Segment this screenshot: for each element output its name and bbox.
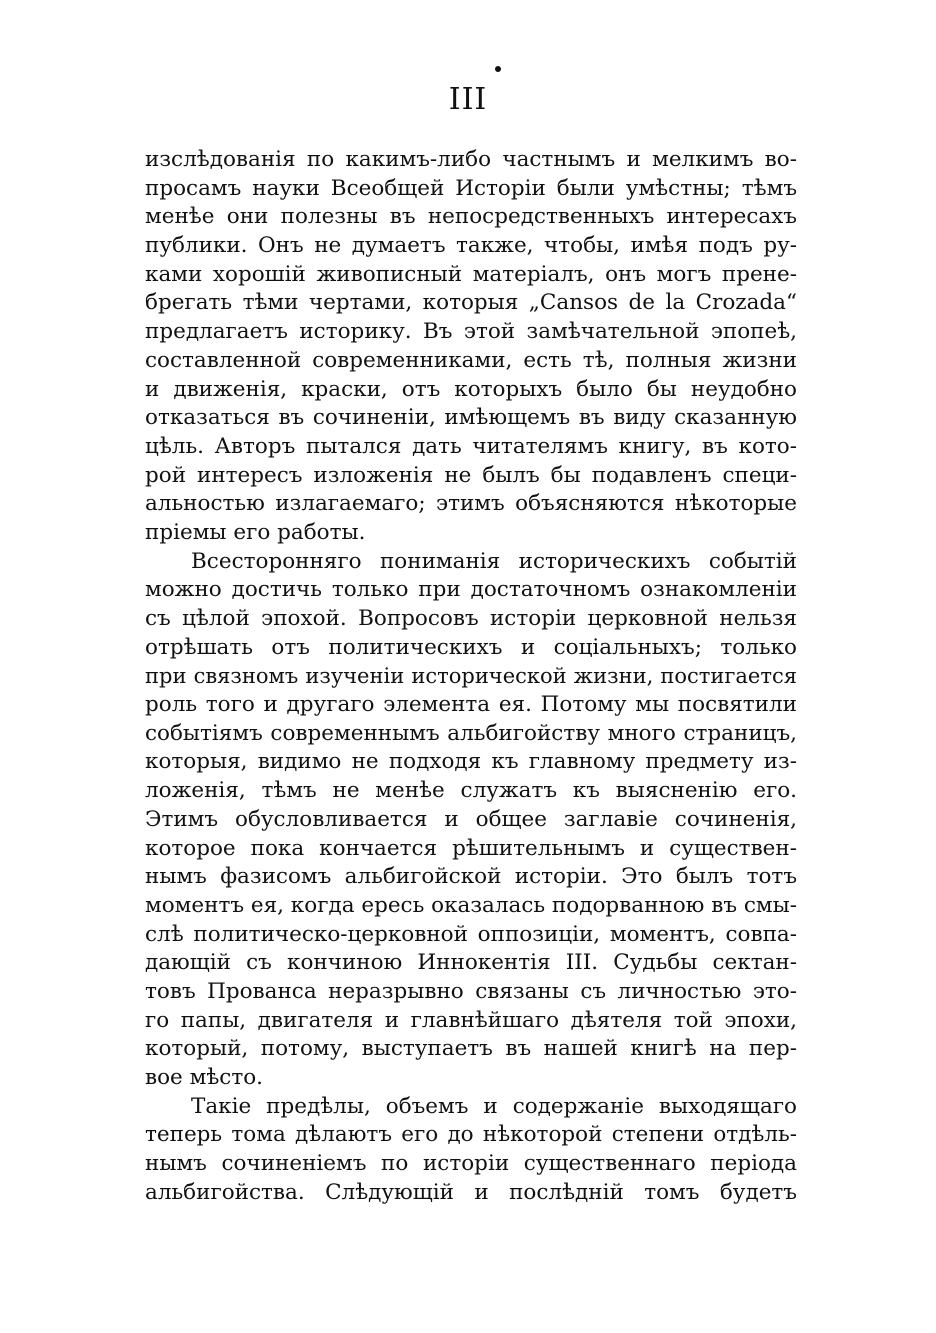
text-line: которыя, видимо не подходя къ главному предмету из- [145, 749, 797, 775]
text-line: товъ Прованса неразрывно связаны съ личностью это- [145, 978, 797, 1004]
text-line: изслѣдованія по какимъ-либо частнымъ и мелкимъ во- [145, 147, 797, 172]
text-line: Такіе предѣлы, объемъ и содержаніе выходящаго [191, 1093, 797, 1119]
text-line: и движенія, краски, отъ которыхъ было бы неудобно [145, 376, 797, 402]
page-number: III [448, 82, 488, 117]
text-line: Этимъ обусловливается и общее заглавіе сочиненія, [145, 806, 797, 832]
paragraph-1 [145, 146, 797, 548]
text-line: альбигойства. Слѣдующій и послѣдній томъ будетъ [145, 1179, 797, 1205]
text-line: вое мѣсто. [145, 1065, 264, 1090]
text-line: моментъ ея, когда ересь оказалась подорванною въ смы- [145, 892, 797, 918]
text-line: го папы, двигателя и главнѣйшаго дѣятеля той эпохи, [145, 1007, 797, 1033]
text-line: слѣ политическо-церковной оппозиціи, моментъ, совпа- [145, 921, 797, 947]
body-text [145, 146, 797, 1207]
text-line: менѣе они полезны въ непосредственныхъ интересахъ [145, 204, 797, 230]
text-line: рой интересъ изложенія не былъ бы подавленъ специ- [145, 462, 797, 488]
text-line: нымъ фазисомъ альбигойской исторіи. Это былъ тотъ [145, 864, 797, 890]
paragraph-2 [145, 548, 797, 1093]
text-line: публики. Онъ не думаетъ также, чтобы, имѣя подъ ру- [145, 233, 797, 259]
ink-speck [495, 66, 501, 72]
text-line: теперь тома дѣлаютъ его до нѣкоторой степени отдѣль- [145, 1122, 797, 1148]
text-line: нымъ сочиненіемъ по исторіи существеннаго періода [145, 1151, 797, 1177]
text-line: цѣль. Авторъ пытался дать читателямъ книгу, въ кото- [145, 433, 797, 459]
text-line: при связномъ изученіи исторической жизни, постигается [145, 664, 797, 689]
text-line: дающій съ кончиною Иннокентія III. Судьбы сектан- [145, 950, 797, 976]
text-line: который, потому, выступаетъ въ нашей книгѣ на пер- [145, 1036, 797, 1062]
text-line: ками хорошій живописный матеріалъ, онъ могъ прене- [145, 261, 797, 287]
text-line: просамъ науки Всеобщей Исторіи были умѣстны; тѣмъ [145, 175, 797, 201]
text-line: пріемы его работы. [145, 519, 366, 545]
text-line: предлагаетъ историку. Въ этой замѣчательной эпопеѣ, [145, 319, 797, 345]
text-line: роль того и другаго элемента ея. Потому мы посвятили [145, 692, 797, 718]
paragraph-3 [145, 1093, 797, 1208]
text-line: ложенія, тѣмъ не менѣе служатъ къ выясненію его. [145, 778, 797, 804]
text-line: альностью излагаемаго; этимъ объясняются нѣкоторые [145, 491, 797, 517]
text-line: составленной современниками, есть тѣ, полныя жизни [145, 347, 797, 373]
text-line: можно достичь только при достаточномъ ознакомленіи [145, 577, 797, 603]
text-line: отказаться въ сочиненіи, имѣющемъ въ виду сказанную [145, 405, 797, 431]
text-line: брегать тѣми чертами, которыя „Cansos de la Crozada“ [145, 290, 797, 316]
text-line: событіямъ современнымъ альбигойству много страницъ, [145, 720, 797, 746]
text-line: Всесторонняго пониманія историческихъ событій [191, 548, 797, 574]
text-line: съ цѣлой эпохой. Вопросовъ исторіи церковной нельзя [145, 606, 797, 631]
text-line: которое пока кончается рѣшительнымъ и существен- [145, 835, 797, 861]
text-line: отрѣшать отъ политическихъ и соціальныхъ; только [145, 634, 797, 660]
